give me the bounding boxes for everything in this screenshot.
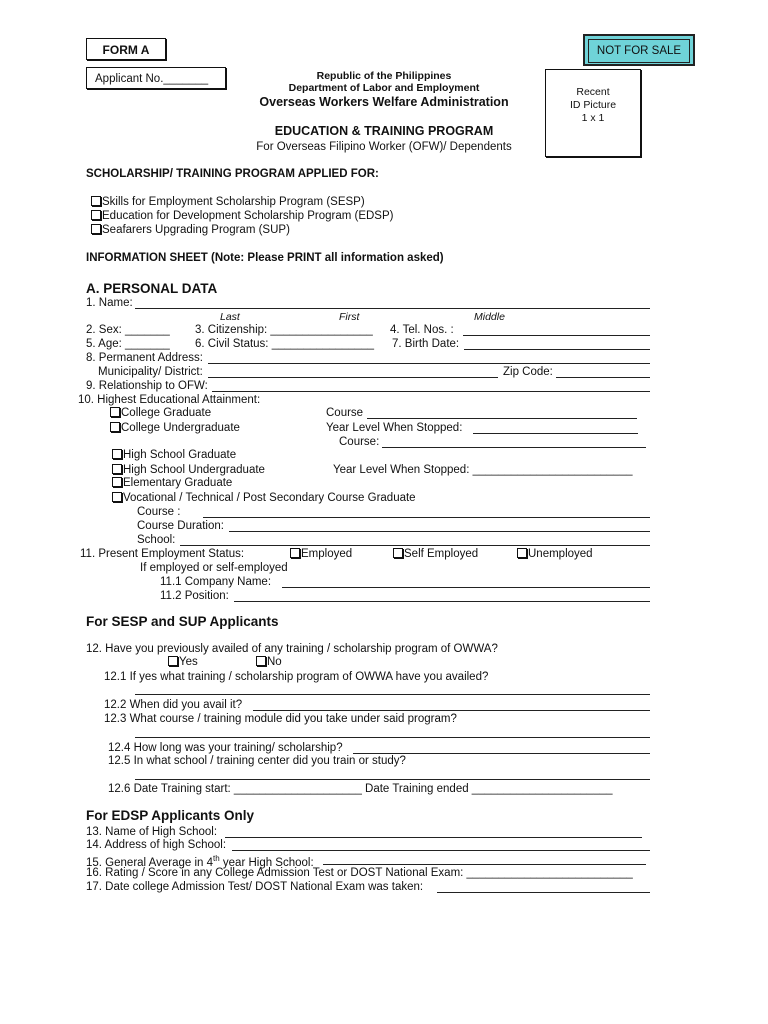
q15-input[interactable] xyxy=(323,864,646,865)
q15-text: 15. General Average in 4 xyxy=(86,856,214,869)
checkbox[interactable] xyxy=(168,656,178,666)
program-subtitle: For Overseas Filipino Worker (OFW)/ Dependents xyxy=(256,141,512,153)
name-part-last: Last xyxy=(220,311,240,323)
checkbox[interactable] xyxy=(91,196,101,206)
checkbox[interactable] xyxy=(112,492,122,502)
id-picture-box xyxy=(545,69,641,157)
zip-label: Zip Code: xyxy=(503,366,553,378)
sesp-heading: For SESP and SUP Applicants xyxy=(86,614,279,629)
name-part-first: First xyxy=(339,311,360,323)
scholarship-option-sup[interactable] xyxy=(91,223,290,237)
option-label: Employed xyxy=(301,548,353,560)
self-employed-option[interactable] xyxy=(393,547,478,561)
tel-label: 4. Tel. Nos. : xyxy=(390,324,454,336)
voc-school-label: School: xyxy=(137,534,176,546)
company-label: 11.1 Company Name: xyxy=(160,576,272,588)
position-label: 11.2 Position: xyxy=(160,590,229,602)
checkbox[interactable] xyxy=(112,477,122,487)
q14-input[interactable] xyxy=(232,850,650,851)
company-input[interactable] xyxy=(282,587,650,588)
voc-course-label: Course : xyxy=(137,506,181,518)
checkbox[interactable] xyxy=(112,449,122,459)
address-input[interactable] xyxy=(208,363,650,364)
agency-name: Overseas Workers Welfare Administration xyxy=(259,95,509,109)
scholarship-option-sesp[interactable] xyxy=(91,195,365,209)
yes-option[interactable] xyxy=(168,655,198,669)
q12-1-label: 12.1 If yes what training / scholarship program of OWWA have you availed? xyxy=(104,671,489,683)
civil-status-field[interactable]: 6. Civil Status: ________________ xyxy=(195,338,375,350)
zip-input[interactable] xyxy=(556,377,650,378)
if-employed-note: If employed or self-employed xyxy=(140,562,288,574)
hs-undergrad-option[interactable] xyxy=(112,463,265,477)
id-picture-line: ID Picture xyxy=(569,99,617,111)
q17-label: 17. Date college Admission Test/ DOST National Exam was taken: xyxy=(86,881,424,893)
q12-4-label: 12.4 How long was your training/ scholarship? xyxy=(108,742,343,754)
q12-3-label: 12.3 What course / training module did you take under said program? xyxy=(104,713,457,725)
unemployed-option[interactable] xyxy=(517,547,593,561)
department: Department of Labor and Employment xyxy=(288,82,480,94)
checkbox[interactable] xyxy=(393,548,403,558)
birth-date-input[interactable] xyxy=(464,349,650,350)
applicant-number: Applicant No._______ xyxy=(86,67,226,89)
hs-graduate-option[interactable] xyxy=(112,448,236,462)
elementary-option[interactable] xyxy=(112,476,232,490)
q13-label: 13. Name of High School: xyxy=(86,826,218,838)
q13-input[interactable] xyxy=(225,837,642,838)
course-label: Course xyxy=(326,407,364,419)
q12-5-input[interactable] xyxy=(135,779,650,780)
scholarship-option-edsp[interactable] xyxy=(91,209,393,223)
year-level-label: Year Level When Stopped: xyxy=(326,422,463,434)
q15-text-end: year High School: xyxy=(219,856,314,869)
employed-option[interactable] xyxy=(290,547,352,561)
voc-school-input[interactable] xyxy=(180,545,650,546)
year-level-input[interactable] xyxy=(473,433,638,434)
course2-input[interactable] xyxy=(382,447,646,448)
q12-3-input[interactable] xyxy=(135,737,650,738)
name-label: 1. Name: xyxy=(86,297,133,309)
q17-input[interactable] xyxy=(437,892,650,893)
name-input[interactable] xyxy=(135,308,650,309)
option-label: Elementary Graduate xyxy=(123,477,233,489)
tel-input[interactable] xyxy=(463,335,650,336)
checkbox[interactable] xyxy=(110,422,120,432)
course-input[interactable] xyxy=(367,418,637,419)
checkbox[interactable] xyxy=(91,224,101,234)
voc-course-input[interactable] xyxy=(203,517,650,518)
option-label: College Graduate xyxy=(121,407,212,419)
age-field[interactable]: 5. Age: _______ xyxy=(86,338,170,350)
name-part-middle: Middle xyxy=(474,311,505,323)
course2-label: Course: xyxy=(339,436,380,448)
option-label: College Undergraduate xyxy=(121,422,240,434)
checkbox[interactable] xyxy=(517,548,527,558)
address-label: 8. Permanent Address: xyxy=(86,352,203,364)
option-label: High School Graduate xyxy=(123,449,237,461)
checkbox[interactable] xyxy=(110,407,120,417)
scholarship-heading: SCHOLARSHIP/ TRAINING PROGRAM APPLIED FOR: xyxy=(86,168,379,180)
checkbox[interactable] xyxy=(112,464,122,474)
q12-1-input[interactable] xyxy=(135,694,650,695)
voc-duration-label: Course Duration: xyxy=(137,520,224,532)
option-label: Self Employed xyxy=(404,548,479,560)
option-label: Unemployed xyxy=(528,548,593,560)
edsp-heading: For EDSP Applicants Only xyxy=(86,808,255,823)
option-label: High School Undergraduate xyxy=(123,464,265,476)
not-for-sale-label: NOT FOR SALE xyxy=(588,39,690,63)
option-label: Education for Development Scholarship Program (EDSP) xyxy=(102,210,394,222)
q12-6-field[interactable]: 12.6 Date Training start: ____________________ Date Training ended ______________________ xyxy=(108,783,613,795)
id-picture-line: Recent xyxy=(576,86,610,98)
checkbox[interactable] xyxy=(91,210,101,220)
education-label: 10. Highest Educational Attainment: xyxy=(78,394,261,406)
checkbox[interactable] xyxy=(290,548,300,558)
year-level2-field[interactable]: Year Level When Stopped: _________________________ xyxy=(333,464,633,476)
employment-label: 11. Present Employment Status: xyxy=(80,548,245,560)
q12-label: 12. Have you previously availed of any training / scholarship program of OWWA? xyxy=(86,643,498,655)
position-input[interactable] xyxy=(234,601,650,602)
relationship-input[interactable] xyxy=(212,391,650,392)
voc-duration-input[interactable] xyxy=(229,531,650,532)
municipality-input[interactable] xyxy=(208,377,498,378)
not-for-sale-badge xyxy=(583,34,695,66)
option-label: Skills for Employment Scholarship Program (SESP) xyxy=(102,196,365,208)
option-label: Seafarers Upgrading Program (SUP) xyxy=(102,224,290,236)
q15-superscript: th xyxy=(213,854,220,863)
citizenship-field[interactable]: 3. Citizenship: ________________ xyxy=(195,324,373,336)
college-undergrad-option[interactable] xyxy=(110,421,240,435)
no-option[interactable] xyxy=(256,655,282,669)
q14-label: 14. Address of high School: xyxy=(86,839,227,851)
municipality-label: Municipality/ District: xyxy=(98,366,203,378)
option-label: Vocational / Technical / Post Secondary Course Graduate xyxy=(123,492,416,504)
info-sheet-note: INFORMATION SHEET (Note: Please PRINT all information asked) xyxy=(86,252,444,264)
birth-date-label: 7. Birth Date: xyxy=(392,338,460,350)
option-label: Yes xyxy=(179,656,198,668)
college-graduate-option[interactable] xyxy=(110,406,211,420)
option-label: No xyxy=(267,656,282,668)
q12-2-input[interactable] xyxy=(253,710,650,711)
personal-data-heading: A. PERSONAL DATA xyxy=(86,281,218,296)
q12-2-label: 12.2 When did you avail it? xyxy=(104,699,243,711)
q16-field[interactable]: 16. Rating / Score in any College Admission Test or DOST National Exam: __________________________ xyxy=(86,867,633,879)
q12-5-label: 12.5 In what school / training center did you train or study? xyxy=(108,755,406,767)
sex-field[interactable]: 2. Sex: _______ xyxy=(86,324,170,336)
id-picture-line: 1 x 1 xyxy=(581,112,605,124)
checkbox[interactable] xyxy=(256,656,266,666)
form-label: FORM A xyxy=(86,38,166,60)
vocational-option[interactable] xyxy=(112,491,416,505)
republic: Republic of the Philippines xyxy=(316,70,452,82)
program-title: EDUCATION & TRAINING PROGRAM xyxy=(274,124,494,138)
relationship-label: 9. Relationship to OFW: xyxy=(86,380,208,392)
